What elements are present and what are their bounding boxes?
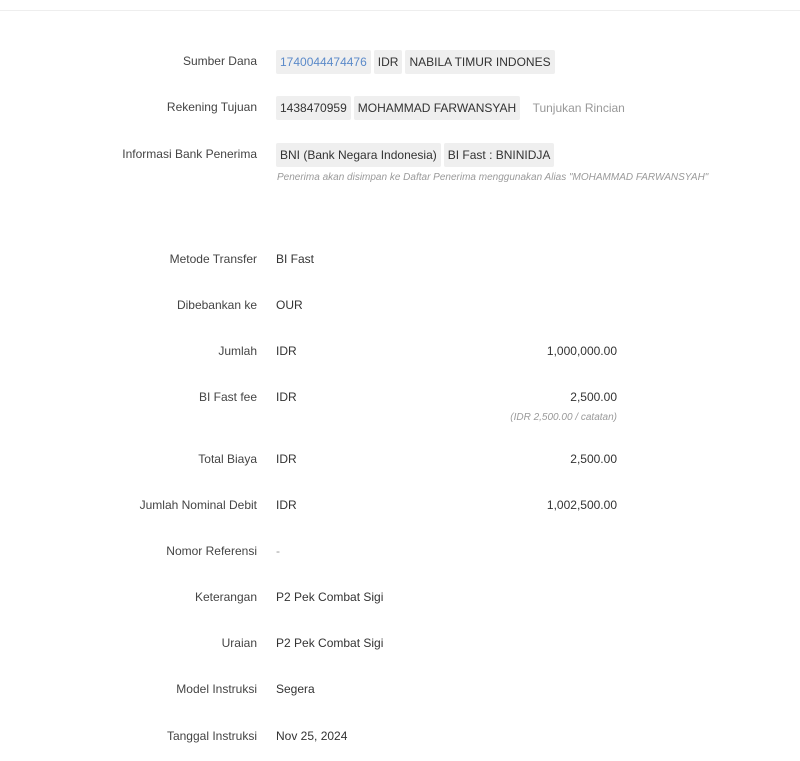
uraian-value: P2 Pek Combat Sigi (276, 636, 384, 650)
tanggal-instruksi-label: Tanggal Instruksi (166, 729, 257, 743)
sumber-dana-label: Sumber Dana (182, 54, 257, 68)
destination-account-number: 1438470959 (276, 96, 351, 120)
total-biaya-amount: 2,500.00 (570, 452, 617, 466)
jumlah-label: Jumlah (218, 344, 257, 358)
uraian-label: Uraian (221, 636, 257, 650)
metode-transfer-label: Metode Transfer (169, 252, 257, 266)
source-account-number[interactable]: 1740044474476 (276, 50, 371, 74)
beneficiary-bank-code: BI Fast : BNINIDJA (444, 143, 555, 167)
source-account-name: NABILA TIMUR INDONES (405, 50, 554, 74)
show-details-link[interactable]: Tunjukan Rincian (532, 101, 625, 115)
tanggal-instruksi-value: Nov 25, 2024 (276, 729, 348, 743)
bi-fast-fee-currency: IDR (276, 390, 297, 404)
jumlah-nominal-debit-currency: IDR (276, 498, 297, 512)
keterangan-label: Keterangan (194, 590, 257, 604)
rekening-tujuan-value (276, 96, 625, 120)
informasi-bank-value (276, 143, 557, 167)
top-divider (0, 10, 800, 11)
source-currency: IDR (374, 50, 403, 74)
jumlah-amount: 1,000,000.00 (546, 344, 617, 358)
jumlah-nominal-debit-amount: 1,002,500.00 (546, 498, 617, 512)
jumlah-currency: IDR (276, 344, 297, 358)
informasi-bank-label: Informasi Bank Penerima (122, 147, 257, 161)
nomor-referensi-label: Nomor Referensi (166, 544, 257, 558)
destination-account-name: MOHAMMAD FARWANSYAH (354, 96, 520, 120)
rekening-tujuan-label: Rekening Tujuan (166, 100, 257, 114)
sumber-dana-value (276, 50, 558, 74)
beneficiary-bank-name: BNI (Bank Negara Indonesia) (276, 143, 441, 167)
model-instruksi-label: Model Instruksi (176, 682, 257, 696)
nomor-referensi-value: - (276, 544, 280, 558)
beneficiary-save-note: Penerima akan disimpan ke Daftar Penerima menggunakan Alias "MOHAMMAD FARWANSYAH" (277, 172, 709, 183)
model-instruksi-value: Segera (276, 682, 315, 696)
dibebankan-ke-value: OUR (276, 298, 303, 312)
dibebankan-ke-label: Dibebankan ke (176, 298, 257, 312)
bi-fast-fee-label: BI Fast fee (198, 390, 257, 404)
bi-fast-fee-amount: 2,500.00 (570, 390, 617, 404)
keterangan-value: P2 Pek Combat Sigi (276, 590, 384, 604)
jumlah-nominal-debit-label: Jumlah Nominal Debit (139, 498, 257, 512)
total-biaya-label: Total Biaya (198, 452, 257, 466)
total-biaya-currency: IDR (276, 452, 297, 466)
bi-fast-fee-note: (IDR 2,500.00 / catatan) (510, 412, 617, 423)
metode-transfer-value: BI Fast (276, 252, 315, 266)
